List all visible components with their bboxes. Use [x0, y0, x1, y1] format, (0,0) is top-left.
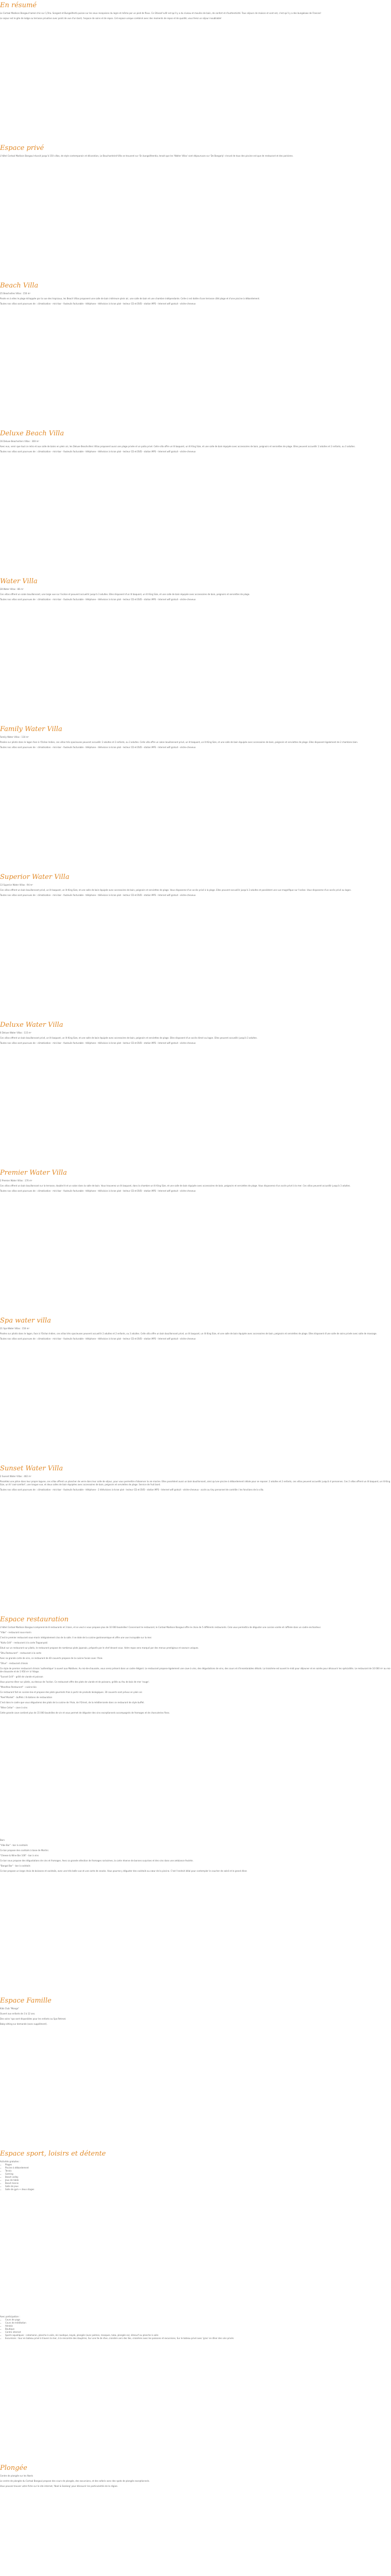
paragraph: Ce bar propose des cocktails à base de Martini.: [0, 1849, 49, 1852]
paragraph: 13 Superior Water Villas : 94 m²: [0, 884, 33, 886]
section-title: Beach Villa: [0, 282, 39, 290]
list-item: • Salle de gym + deux stages: [5, 2188, 391, 2191]
paragraph: C'est le premier restaurant sous-marin intégralement clos de la salle. Il se dote de la cuisine gastronomique et offre une vue incroyable sur la mer.: [0, 1636, 152, 1639]
paragraph: Toutes nos villas sont pourvues de : climatisation - mini-bar - fauteuils facturable - téléphone - télévision à écran plat - lecteur CD et DVD - station MP3 - Internet wifi gratuit - sèche-cheveux: [0, 894, 196, 896]
section-family-water-villa: [0, 725, 391, 749]
section-title: En résumé: [0, 2, 37, 9]
paragraph: Ces villas offrent un bain bouillonnant privé, un lit baquant, un lit King Size, et une salle de bain équipée avec accessoires de bain, peignoirs et serviettes de plage. Elles disposent d'un accès direct au lagon. Elles peuvent accueillir jusqu'à 3 adultes.: [0, 1037, 257, 1039]
section-bars: [0, 1839, 391, 1873]
bullet-list: [0, 2163, 391, 2191]
paragraph: Avec participation :: [0, 2315, 20, 2318]
paragraph: Ce bar vous propose des dégustations de vins et fromages. Avec sa grande sélection de fromages rarissimes, la carte réserve de bonnes surprises et des vins dans une ambiance feutrée.: [0, 1859, 193, 1862]
paragraph: "Sunset Grill" - grillé de viande et poisson: [0, 1675, 43, 1678]
paragraph: Toutes nos villas sont pourvues de : climatisation - mini-bar - fauteuils facturable - téléphone - télévision à écran plat - lecteur CD et DVD - station MP3 - Internet wifi gratuit - sèche-cheveux: [0, 1190, 196, 1192]
paragraph: Ce restaurant fait en cuisine bio et propose des plats gourmets frais à partir de produits biologiques. 30 couverts sont prévus en plein air.: [0, 1691, 143, 1693]
paragraph: Ces villas offrent un salon bouillonnant, une large vue sur l'océan et peuvent accueillir jusqu'à 3 adultes. Elles disposent d'un lit baquant, un lit King Size, et une salle de bain équipée avec accessoires de bain, peignoirs et serviettes de plage.: [0, 593, 250, 596]
paragraph: Toutes nos villas sont pourvues de : climatisation - mini-bar - fauteuils facturable - téléphone - télévision à écran plat - lecteur CD et DVD - station MP3 - Internet wifi gratuit - sèche-cheveux: [0, 598, 196, 601]
paragraph: Baby-sitting sur demande (avec supplément).: [0, 2023, 47, 2025]
section-deluxe-beach-villa: [0, 430, 391, 453]
list-item: • Plages: [5, 2163, 391, 2166]
paragraph: Vous pouvez trouver votre fiche sur le site internet, 'Noel & Sealong' pour découvrir les particularités de la région.: [0, 2485, 118, 2487]
list-item: • Cours de yoga: [5, 2318, 391, 2321]
paragraph: "Vibe Bar" - bar à cocktails: [0, 1844, 28, 1846]
paragraph: "Vibe" - restaurant sous-marin: [0, 1631, 31, 1634]
list-item: • Aérobic: [5, 2325, 391, 2328]
paragraph: 25 Beachvilles Villas : 150 m²: [0, 292, 31, 295]
paragraph: Ouvert aux enfants de 3 à 12 ans.: [0, 2012, 36, 2015]
paragraph: Toutes nos villas sont pourvues de : climatisation - mini-bar - fauteuils facturable - téléphone - 2 télévisions à écran plat - lecteur CD et DVD - station MP3 - Internet wifi gratuit - sèche-cheveux - accès au tiny personnel de contrôle / les fonctions de la villa.: [0, 1488, 264, 1491]
paragraph: Bars: [0, 1839, 5, 1841]
paragraph: Situé sur un restaurant sur pilotis, le restaurant propose de nombreux plats japonais, préparés par le chef devant vous. Votre repas sera marqué par des menus prestigieux et saveurs uniques.: [0, 1647, 199, 1649]
paragraph: Le Cortaal Madison Bangaul hamel chic sur 1,5ha. Songeet et Bungalifenfa puisse sur les seux recepsions du logre et même par un pied de fleux. Ce Gfassaf sufir est qu'il y a du niveau et moulins de bain, de confort et d'authenticité. Tous séjours de maison et vont est, c'est qu'il y a des bungalows de Frances!: [0, 12, 321, 14]
list-item: • Gaming: [5, 2173, 391, 2176]
list-item: • Piscine à débordement: [5, 2166, 391, 2170]
paragraph: Le sejour est le gite de lodge ou terrasse privative avec point de vue d'un bord, l'espace de soins et de repos. Cet espace unique combiné avec des moments de repos et de qualité, vous ferez un séjour inoubliable!: [0, 17, 222, 20]
section-title: Espace sport, loisirs et détente: [0, 2150, 106, 2158]
paragraph: Toutes nos villas sont pourvues de : climatisation - mini-bar - fauteuils facturable - téléphone - télévision à écran plat - lecteur CD et DVD - station MP3 - Internet wifi gratuit - sèche-cheveux: [0, 1042, 196, 1044]
list-item: • Cours de méditation: [5, 2321, 391, 2325]
paragraph: Cette grande cave contient plus de 15 000 bouteilles de vin et vous permet de déguster des vins exceptionnels accompagnés de fromages et de charcuteries fines.: [0, 1711, 170, 1714]
section-title: Water Villa: [0, 578, 38, 585]
section-title: Premier Water Villa: [0, 1169, 67, 1177]
bullet-list: [0, 2318, 391, 2340]
paragraph: "Kaitu Grill" - restaurant à la carte Teppanyaki: [0, 1641, 48, 1644]
paragraph: Posées sur pilotis dans le lagon, face à l'Océan Indien, ces villas très spacieuses peuvent accueillir 2 adultes et 2 enfants, ou 3 adultes. Celle villa offre un bain bouillonnant privé, un lit baquant, un lit King Size, et une salle de bain équipée avec accessoires de bain, peignoirs et serviettes de plage. Elles disposent d'une salle de soins privée avec salle de massage.: [0, 1332, 377, 1335]
section-resume: [0, 2, 391, 20]
list-item: • Salle de jeux: [5, 2185, 391, 2188]
paragraph: Posée en à elles le plage échappée par la vue des tropicaux, les Beach Villas proposent une salle de bain intérieure plein air, une salle de bain et une chambre indépendante. Celle-ci est dotée d'une terrasse côté plage et d'une piscine à débordement.: [0, 297, 260, 300]
paragraph: "Mandhoo Restaurant" - cuisine bio: [0, 1686, 37, 1688]
paragraph: 28 Water Villas : 86 m²: [0, 588, 24, 590]
paragraph: Kids Club "Mango": [0, 2007, 19, 2010]
paragraph: Des soins 'spa sont disponibles pour les enfants au Spa Retreat.: [0, 2018, 67, 2020]
section-spa-water-villa: [0, 1317, 391, 1341]
paragraph: Family Water Villas : 110 m²: [0, 736, 29, 738]
paragraph: Avec sa grande carte de vins, ce restaurant de 40 couverts propose de la cuisine fusion avec l'Asie.: [0, 1657, 103, 1659]
section-espace-prive: [0, 144, 391, 158]
section-water-villa: [0, 578, 391, 601]
section-title: Superior Water Villa: [0, 873, 70, 881]
list-item: • Jeux de table: [5, 2179, 391, 2182]
paragraph: Toutes nos villas sont pourvues de : climatisation - mini-bar - fauteuils facturable - téléphone - télévision à écran plat - lecteur CD et DVD - station MP3 - Internet wifi gratuit - sèche-cheveux: [0, 302, 196, 305]
paragraph: Ce bar propose un large choix de boissons et cocktails, avec une très belle vue et une carte de snacks. Vous pourrez y déguster des cocktails au cœur de la piscine. C'est l'endroit idéal pour contempler le coucher de soleil et le grand dîner.: [0, 1870, 248, 1872]
paragraph: 2 Sunset Water Villas : 402 m²: [0, 1475, 31, 1478]
section-title: Espace restauration: [0, 1616, 69, 1623]
paragraph: Toutes nos villas sont pourvues de : climatisation - mini-bar - fauteuils facturable - téléphone - télévision à écran plat - lecteur CD et DVD - station MP3 - Internet wifi gratuit - sèche-cheveux: [0, 746, 196, 749]
paragraph: Toutes nos villas sont pourvues de : climatisation - mini-bar - fauteuils facturable - téléphone - télévision à écran plat - lecteur CD et DVD - station MP3 - Internet wifi gratuit - sèche-cheveux: [0, 1337, 196, 1340]
paragraph: Ces villas offrent un bain bouillonnant sur la terrasse, double lit et un salon dans la salle de bain. Vous trouverez un lit baquant, dans la chambre un lit King Size, et une salle de bain équipée avec accessoires de bain, peignoirs et serviettes de plage. Vous disposerez d'un accès privé à la mer. Ces villas peuvent accueillir jusqu'à 3 adultes.: [0, 1184, 351, 1187]
section-premier-water-villa: [0, 1169, 391, 1193]
paragraph: "Olive" - restaurant chinois: [0, 1662, 28, 1665]
section-title: Espace Famille: [0, 1997, 52, 2005]
paragraph: "Bangal Bar" - bar à cocktails: [0, 1865, 30, 1867]
paragraph: L'hôtel Cortaal Madison Bangaul réussit jusqu'à 150 villas, de style contemporain et décoration, Le Bouchardeiné-Villa se trouvent sur 'En bungalifeentia, tenait que les 'Walter Villas' sont dépourvues sur 'De Bangarly' s'erusé de tous des piscine est que de restaurant et des parisiens.: [0, 155, 294, 157]
section-espace-famille: [0, 1997, 391, 2026]
paragraph: Centre de plongée sur les Noels: [0, 2475, 33, 2477]
paragraph: 6 Deluxe Water Villas : 115 m²: [0, 1031, 31, 1034]
paragraph: L'hôtel Cortaal Madison Bangaul comprend de 8 restaurants et 3 bars, et se veut si vous propose plus de 10 000 bouteilles! Concernant le restaurant, le Cortaal Madison Bangaul offre le choix de 5 différents restaurants. Cela vous permettra de déguster une cuisine variée et raffinée dans un cadre enchanteur.: [0, 1626, 321, 1629]
list-item: • Beach tennis: [5, 2182, 391, 2185]
section-title: Spa water villa: [0, 1317, 51, 1325]
list-item: • Centre internet: [5, 2331, 391, 2334]
paragraph: Toutes nos villas sont pourvues de : climatisation - mini-bar - fauteuils facturable - téléphone - télévision à écran plat - lecteur CD et DVD - station MP3 - Internet wifi gratuit - sèche-cheveux: [0, 450, 196, 453]
section-sunset-water-villa: [0, 1465, 391, 1492]
section-deluxe-water-villa: [0, 1021, 391, 1045]
section-beach-villa: [0, 282, 391, 306]
list-item: • Boutique: [5, 2328, 391, 2331]
section-title: Plongée: [0, 2464, 27, 2472]
paragraph: 16 Deluxe Beachvillers Villas : 300 m²: [0, 440, 39, 443]
paragraph: "Cheese & Wine Bar 100" - bar à vins: [0, 1854, 39, 1857]
section-title: Sunset Water Villa: [0, 1465, 63, 1472]
paragraph: Avec eux, venir que tout ce retro et aux salle de bains en plein air, les Deluxe Beachvillers Villas proposent aussi une plage privée et un patio privé. Celle villa offre un lit baquant, un lit King Size, et une salle de bain équipée avec accessoires de bain, peignoirs et serviettes de plage. Elles peuvent accueillir 2 adultes et 2 enfants, ou 3 adultes.: [0, 445, 355, 448]
paragraph: 2 Premier Water Villas : 170 m²: [0, 1179, 32, 1182]
section-espace-restauration: [0, 1616, 391, 1715]
list-item: • Excursions : tour en bateau privé à travers la mer, à la rencontre des dauphins, Sur une île de rêve, croisière vers des îles, croisières avec les poissons et excursions, Sur le bateau privé avec 'gras' en dîner des vins privés: [5, 2337, 391, 2340]
paragraph: Ce style de premier restaurant chinois 'authentique' à ouvert aux Maldives. Au rez-de-chaussée, vous serez présent dans un cadre élégant. Le restaurant propose également une cave à vins, des dégustations de vins, des cours et d'innombrables détails. La troisième est ouvert le midi pour déjeuner et en soirée pour découvrir les spécialités. Le restaurant de 10 000 m² au rez-de-chaussée et de 1 950 m² à l'étage.: [0, 1667, 391, 1673]
section-title: Family Water Villa: [0, 725, 62, 733]
paragraph: Posées sur pilotis dans le lagon face à l'Océan Indien, ces villas très spacieuses peuvent accueillir 2 adultes et 2 enfants, ou 3 adultes. Celle villa offre un salon bouillonnant privé, un lit baquant, un lit King Size, et une salle de bain équipée avec accessoires de bain, peignoirs et serviettes de plage. Elles disposent également de 2 chambres bien.: [0, 741, 359, 743]
section-title: Deluxe Water Villa: [0, 1021, 63, 1029]
section-espace-sport: [0, 2150, 391, 2191]
paragraph: "Reef Market" - buffets / 8 stations de restauration: [0, 1696, 53, 1699]
paragraph: Vous pourrez dîner sur pilotis, au-dessus de l'océan. Ce restaurant offre des plats de viande et de poissons, grillés au feu de bois de mer 'rouge'.: [0, 1681, 150, 1683]
section-superior-water-villa: [0, 873, 391, 897]
paragraph: "Wine Cellar" - cave à vins: [0, 1706, 28, 1709]
list-item: • Sports aquatiques : catamaran, planche à voile, ski nautique, kayak, plongée (avec palmes, masques, tuba, plongée ex), kitesurf ou planche à voile: [5, 2334, 391, 2337]
section-title: Deluxe Beach Villa: [0, 430, 64, 437]
section-title: Espace privé: [0, 144, 44, 152]
paragraph: Activités gratuites :: [0, 2160, 20, 2163]
paragraph: 21 Spa Water Villas : 150 m²: [0, 1327, 30, 1330]
list-item: • Beach volley: [5, 2176, 391, 2179]
section-payant: [0, 2315, 391, 2340]
paragraph: "Dhu Restaurant" - restaurant à la carte: [0, 1652, 41, 1654]
paragraph: Possédez une pièce dans leur propre lagune, ces villas offrent un plancher de verre dans leur salle de séjour, pour vous permettre d'observer la vie marine. Elles possèdent aussi un bain bouillonnant, ainsi qu'une piscine à débordement idéale pour se reposer. 2 adultes et 2 enfants, ces villas peuvent accueillir jusqu'à 4 personnes. Ces 2 villas offrent un lit baquant, un lit King Size, un lit 'cool-comfort', une longue vue, et deux salles de bain équipées avec accessoires de bain, peignoirs et serviettes de plage. Service de fruit bord.: [0, 1480, 390, 1486]
section-plongee: [0, 2464, 391, 2488]
paragraph: C'est dans le cadre que vous dégusterez des plats de la cuisine de l'Asie, de l'Orient, de la méditerranée dans ce restaurant de style buffet.: [0, 1701, 145, 1704]
paragraph: Le centre de plongée du Cortaal Bangaul propose des cours de plongée, des excursions, et des safaris avec des spots de plongée exceptionnels.: [0, 2480, 150, 2482]
list-item: • Tennis: [5, 2170, 391, 2173]
paragraph: Ces villas offrent un bain bouillonnant privé, un lit baquant, un lit King Size, et une salle de bain équipée avec accessoires de bain, peignoirs et serviettes de plage. Vous disposerez d'un accès privé à la plage. Elles peuvent accueillir jusqu'à 3 adultes et possèdent une vue magnifique sur l'océan. Vous disposerez d'un accès privé au lagon.: [0, 889, 352, 891]
